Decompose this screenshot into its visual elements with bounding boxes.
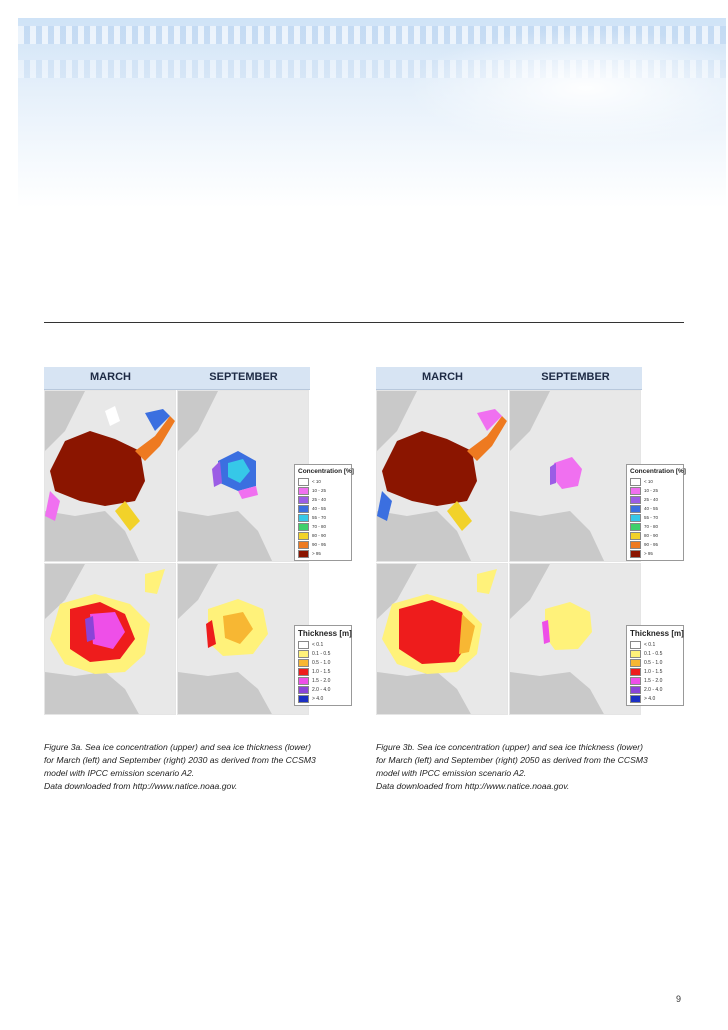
- legend-label: 0.1 - 0.5: [644, 650, 663, 657]
- map-september-thickness: [509, 563, 641, 715]
- legend-item: [298, 486, 348, 495]
- legend-label: 55 - 70: [312, 515, 327, 520]
- legend-item: [298, 522, 348, 531]
- legend-item: [298, 531, 348, 540]
- map-march-concentration: [44, 390, 176, 562]
- legend-item: [298, 685, 348, 694]
- legend-label: > 4.0: [312, 695, 324, 702]
- legend-item: [298, 658, 348, 667]
- legend-swatch: [298, 668, 309, 676]
- legend-title: Concentration [%]: [298, 468, 354, 475]
- legend-item: [630, 540, 680, 549]
- legend-item: [298, 549, 348, 558]
- legend-item: [298, 667, 348, 676]
- legend-item: [630, 640, 680, 649]
- legend-item: [298, 513, 348, 522]
- legend-swatch: [298, 550, 309, 558]
- legend-label: 1.5 - 2.0: [312, 677, 331, 684]
- legend-swatch: [630, 496, 641, 504]
- concentration-legend: [294, 464, 352, 561]
- legend-item: [298, 504, 348, 513]
- legend-label: 25 - 40: [644, 497, 659, 502]
- caption-line: Figure 3b. Sea ice concentration (upper) and sea ice thickness (lower): [376, 742, 644, 752]
- legend-item: [630, 531, 680, 540]
- legend-swatch: [630, 650, 641, 658]
- legend-item: [630, 495, 680, 504]
- legend-title: Concentration [%]: [630, 468, 686, 475]
- map-march-thickness: [44, 563, 176, 715]
- legend-swatch: [298, 505, 309, 513]
- thickness-legend: [294, 625, 352, 706]
- legend-item: [630, 649, 680, 658]
- legend-title: Thickness [m]: [298, 629, 352, 638]
- legend-swatch: [298, 686, 309, 694]
- legend-label: 2.0 - 4.0: [644, 686, 663, 693]
- legend-item: [630, 694, 680, 703]
- legend-item: [298, 649, 348, 658]
- figure-3a-caption: [44, 741, 354, 793]
- legend-label: < 0.1: [312, 641, 324, 648]
- legend-swatch: [298, 496, 309, 504]
- concentration-legend: [626, 464, 684, 561]
- legend-swatch: [298, 677, 309, 685]
- legend-swatch: [630, 695, 641, 703]
- legend-swatch: [630, 541, 641, 549]
- legend-swatch: [298, 650, 309, 658]
- caption-line: Figure 3a. Sea ice concentration (upper) and sea ice thickness (lower): [44, 742, 312, 752]
- legend-swatch: [298, 487, 309, 495]
- legend-label: 2.0 - 4.0: [312, 686, 331, 693]
- legend-item: [630, 549, 680, 558]
- legend-item: [298, 477, 348, 486]
- legend-swatch: [298, 541, 309, 549]
- section-divider: [44, 322, 684, 323]
- caption-line: Data downloaded from http://www.natice.noaa.gov.: [44, 781, 238, 791]
- banner-glow: [406, 28, 726, 148]
- legend-swatch: [298, 659, 309, 667]
- legend-swatch: [298, 641, 309, 649]
- caption-line: for March (left) and September (right) 2030 as derived from the CCSM3: [44, 755, 316, 765]
- caption-line: model with IPCC emission scenario A2.: [44, 768, 195, 778]
- legend-item: [630, 513, 680, 522]
- caption-line: Data downloaded from http://www.natice.noaa.gov.: [376, 781, 570, 791]
- legend-item: [630, 667, 680, 676]
- legend-label: 80 - 90: [312, 533, 327, 538]
- header-banner: [18, 18, 726, 208]
- legend-swatch: [298, 532, 309, 540]
- legend-swatch: [298, 478, 309, 486]
- legend-label: < 10: [644, 479, 653, 484]
- legend-swatch: [630, 505, 641, 513]
- figure-3b-caption: [376, 741, 686, 793]
- legend-rows: [630, 477, 680, 558]
- legend-swatch: [630, 550, 641, 558]
- legend-label: 80 - 90: [644, 533, 659, 538]
- legend-label: 55 - 70: [644, 515, 659, 520]
- legend-swatch: [630, 659, 641, 667]
- figure-3a: [44, 367, 352, 715]
- legend-item: [630, 477, 680, 486]
- legend-label: 1.0 - 1.5: [312, 668, 331, 675]
- legend-swatch: [298, 523, 309, 531]
- legend-swatch: [630, 514, 641, 522]
- legend-label: 1.0 - 1.5: [644, 668, 663, 675]
- legend-label: 10 - 25: [644, 488, 659, 493]
- legend-label: 70 - 80: [312, 524, 327, 529]
- legend-item: [298, 676, 348, 685]
- legend-label: 90 - 95: [644, 542, 659, 547]
- legend-title: Thickness [m]: [630, 629, 684, 638]
- map-september-thickness: [177, 563, 309, 715]
- legend-item: [630, 685, 680, 694]
- legend-swatch: [630, 668, 641, 676]
- figure-3b: [376, 367, 684, 715]
- legend-label: 90 - 95: [312, 542, 327, 547]
- legend-label: 0.5 - 1.0: [644, 659, 663, 666]
- legend-item: [298, 694, 348, 703]
- legend-item: [298, 495, 348, 504]
- map-september-concentration: [509, 390, 641, 562]
- legend-item: [630, 504, 680, 513]
- legend-rows: [630, 640, 680, 703]
- legend-label: 25 - 40: [312, 497, 327, 502]
- legend-label: 40 - 55: [312, 506, 327, 511]
- legend-label: 40 - 55: [644, 506, 659, 511]
- legend-label: 10 - 25: [312, 488, 327, 493]
- legend-item: [630, 676, 680, 685]
- legend-label: 1.5 - 2.0: [644, 677, 663, 684]
- legend-label: 0.5 - 1.0: [312, 659, 331, 666]
- legend-item: [298, 640, 348, 649]
- legend-label: > 95: [644, 551, 653, 556]
- map-march-thickness: [376, 563, 508, 715]
- legend-label: > 95: [312, 551, 321, 556]
- header-march: MARCH: [422, 371, 463, 383]
- legend-swatch: [630, 686, 641, 694]
- legend-label: < 10: [312, 479, 321, 484]
- legend-swatch: [298, 514, 309, 522]
- legend-item: [298, 540, 348, 549]
- legend-swatch: [630, 677, 641, 685]
- legend-label: < 0.1: [644, 641, 656, 648]
- legend-swatch: [298, 695, 309, 703]
- legend-item: [630, 486, 680, 495]
- legend-swatch: [630, 641, 641, 649]
- legend-swatch: [630, 487, 641, 495]
- legend-item: [630, 658, 680, 667]
- caption-line: for March (left) and September (right) 2050 as derived from the CCSM3: [376, 755, 648, 765]
- legend-item: [630, 522, 680, 531]
- caption-line: model with IPCC emission scenario A2.: [376, 768, 527, 778]
- figure-header: [44, 367, 310, 390]
- legend-rows: [298, 477, 348, 558]
- legend-swatch: [630, 478, 641, 486]
- header-september: SEPTEMBER: [209, 371, 278, 383]
- thickness-legend: [626, 625, 684, 706]
- header-march: MARCH: [90, 371, 131, 383]
- legend-label: 70 - 80: [644, 524, 659, 529]
- legend-label: 0.1 - 0.5: [312, 650, 331, 657]
- header-september: SEPTEMBER: [541, 371, 610, 383]
- legend-swatch: [630, 532, 641, 540]
- legend-label: > 4.0: [644, 695, 656, 702]
- figure-header: [376, 367, 642, 390]
- map-march-concentration: [376, 390, 508, 562]
- map-september-concentration: [177, 390, 309, 562]
- legend-swatch: [630, 523, 641, 531]
- page-number: 9: [676, 994, 682, 1004]
- legend-rows: [298, 640, 348, 703]
